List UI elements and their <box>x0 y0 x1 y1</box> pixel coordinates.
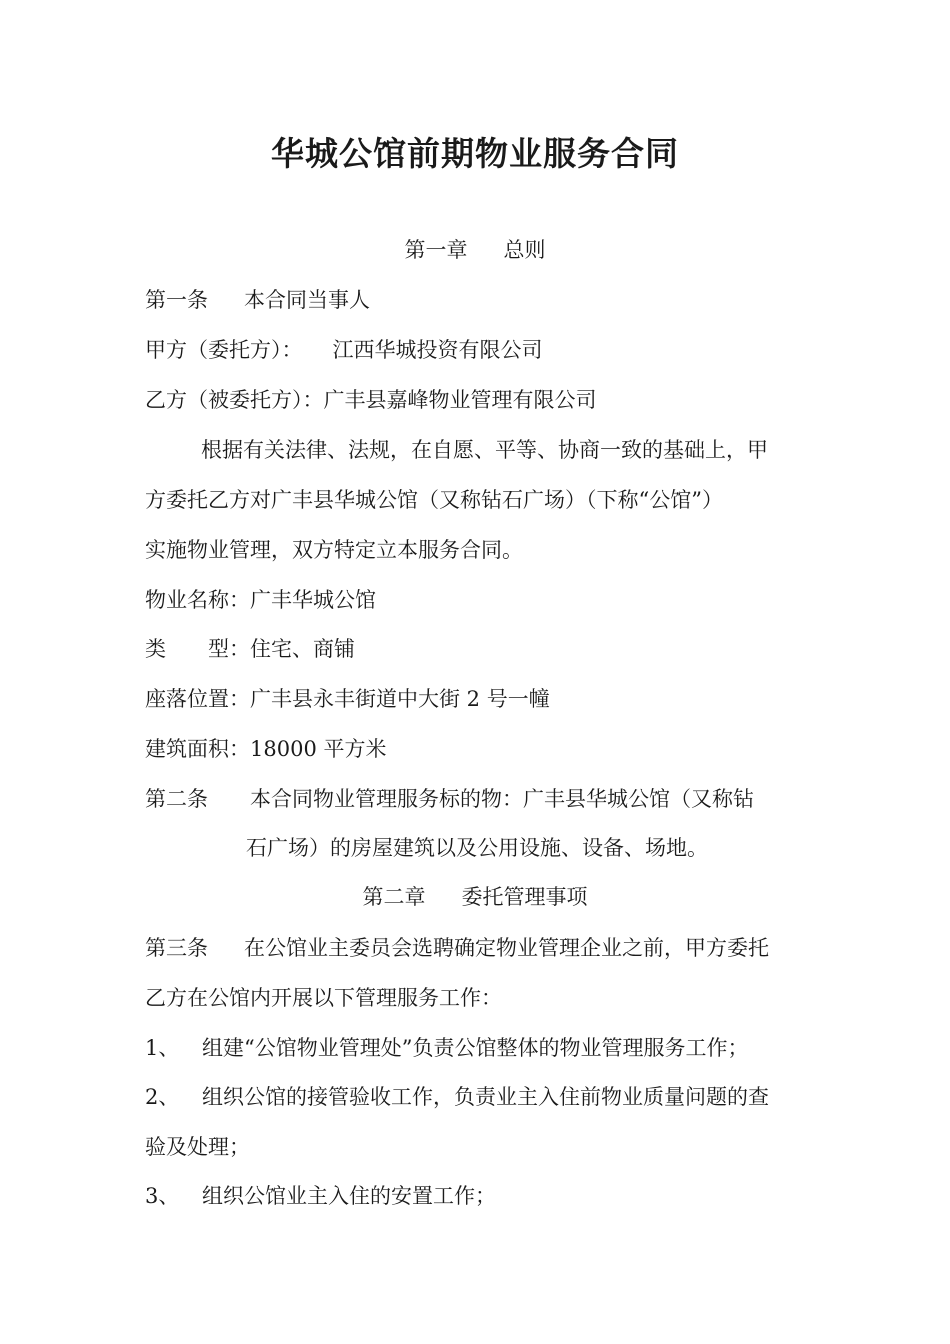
property-location-label: 座落位置： <box>145 687 250 711</box>
list-item-text: 组织公馆业主入住的安置工作； <box>202 1184 496 1208</box>
list-item <box>145 1033 748 1063</box>
list-item-number: 1、 <box>145 1036 180 1060</box>
party-b-value: 广丰县嘉峰物业管理有限公司 <box>323 388 597 412</box>
property-type-label-2: 型： <box>208 637 250 661</box>
article-2-text-1: 本合同物业管理服务标的物：广丰县华城公馆（又称钻 <box>250 787 754 811</box>
property-location <box>145 684 550 714</box>
property-name-value: 广丰华城公馆 <box>250 588 376 612</box>
property-location-value: 广丰县永丰街道中大街 2 号一幢 <box>250 687 550 711</box>
chapter-1-name: 总则 <box>503 238 546 262</box>
party-a-value: 江西华城投资有限公司 <box>332 338 543 362</box>
property-type-value: 住宅、商铺 <box>250 637 355 661</box>
intro-line-2: 方委托乙方对广丰县华城公馆（又称钻石广场）（下称“公馆”） <box>145 488 723 512</box>
article-3-line-2: 乙方在公馆内开展以下管理服务工作： <box>145 986 502 1010</box>
article-3-line-1 <box>145 933 769 963</box>
list-item <box>145 1181 496 1211</box>
article-1 <box>145 285 370 315</box>
intro-line-3: 实施物业管理，双方特定立本服务合同。 <box>145 538 523 562</box>
chapter-2-label: 第二章 <box>362 885 426 909</box>
property-type-label-1: 类 <box>145 637 166 661</box>
article-2-line-1 <box>145 784 754 814</box>
list-item-number: 3、 <box>145 1184 180 1208</box>
chapter-1-label: 第一章 <box>404 238 468 262</box>
intro-line-1: 根据有关法律、法规，在自愿、平等、协商一致的基础上，甲 <box>201 438 768 462</box>
article-2-label: 第二条 <box>145 787 208 811</box>
list-item-text: 组织公馆的接管验收工作，负责业主入住前物业质量问题的查 <box>202 1085 769 1109</box>
property-name-label: 物业名称： <box>145 588 250 612</box>
party-a <box>145 335 543 365</box>
list-item-number: 2、 <box>145 1085 180 1109</box>
chapter-2-name: 委托管理事项 <box>461 885 588 909</box>
article-1-label: 第一条 <box>145 288 208 312</box>
party-b-label: 乙方（被委托方）： <box>145 388 324 412</box>
chapter-1-heading <box>0 235 950 265</box>
chapter-2-heading <box>0 882 950 912</box>
article-3-label: 第三条 <box>145 936 208 960</box>
list-item <box>145 1082 769 1112</box>
article-1-text: 本合同当事人 <box>244 288 370 312</box>
property-name <box>145 585 376 615</box>
property-area-label: 建筑面积： <box>145 737 250 761</box>
list-item-text: 组建“公馆物业管理处”负责公馆整体的物业管理服务工作； <box>202 1036 749 1060</box>
document-title: 华城公馆前期物业服务合同 <box>271 134 679 173</box>
property-area <box>145 734 386 764</box>
party-b <box>145 385 597 415</box>
article-2-line-2: 石广场）的房屋建筑以及公用设施、设备、场地。 <box>246 836 708 860</box>
party-a-label: 甲方（委托方）： <box>145 338 303 362</box>
property-type <box>145 634 355 664</box>
property-area-value: 18000 平方米 <box>250 737 387 761</box>
article-3-text-1: 在公馆业主委员会选聘确定物业管理企业之前，甲方委托 <box>244 936 769 960</box>
list-item-continuation: 验及处理； <box>145 1135 250 1159</box>
